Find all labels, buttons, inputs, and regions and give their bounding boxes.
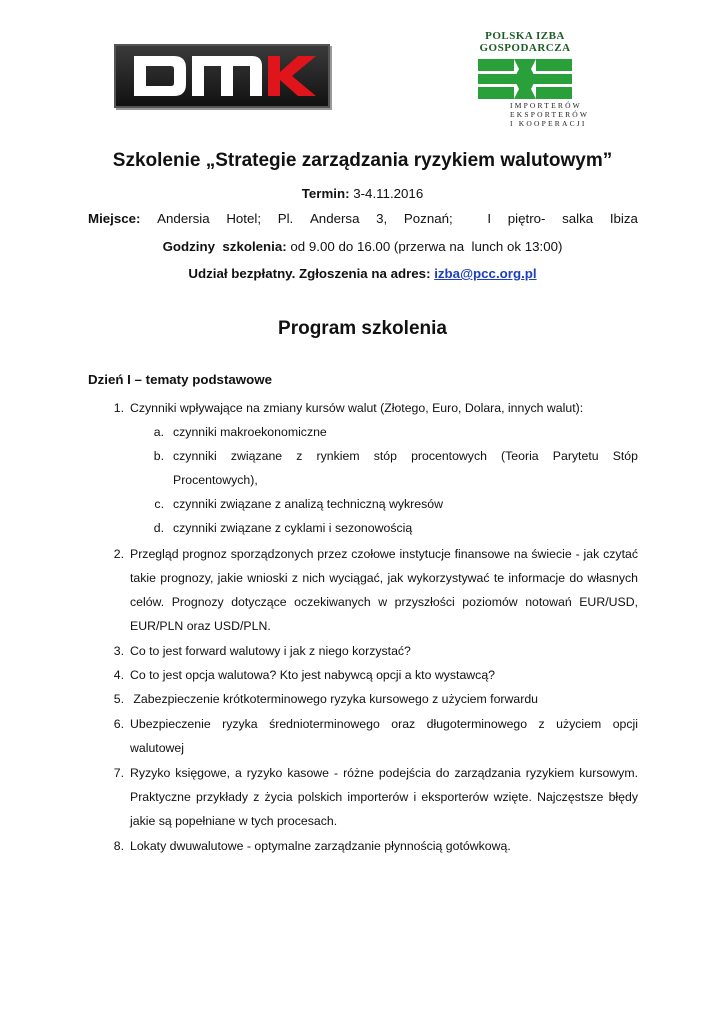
sub-item-letter: b. [153, 449, 164, 463]
miejsce-part: salka [562, 211, 594, 226]
list-item-number: 2. [113, 547, 124, 561]
email-link[interactable]: izba@pcc.org.pl [434, 266, 537, 281]
miejsce-part: Hotel; [226, 211, 262, 226]
sub-item-text: Procentowych), [173, 473, 258, 487]
pig-logo-subtitle [510, 101, 589, 128]
pig-emblem-icon [470, 57, 580, 101]
sub-item-text: czynniki związane z analizą techniczną wykresów [173, 497, 443, 511]
list-item-text: Zabezpieczenie krótkoterminowego ryzyka kursowego z użyciem forwardu [130, 692, 539, 706]
termin-value: 3-4.11.2016 [353, 186, 424, 201]
godziny-line [0, 239, 725, 254]
miejsce-label: Miejsce: [88, 211, 141, 226]
list-item-number: 3. [113, 644, 124, 658]
miejsce-part: Andersa [309, 211, 360, 226]
list-item-text: Ubezpieczenie ryzyka średnioterminowego oraz długoterminowego z użyciem opcji [130, 717, 638, 731]
list-item-text: Co to jest opcja walutowa? Kto jest nabywcą opcji a kto wystawcą? [130, 668, 495, 682]
pig-logo-line1: POLSKA IZBA [485, 30, 565, 42]
day1-heading: Dzień I – tematy podstawowe [88, 372, 272, 387]
miejsce-part: 3, [376, 211, 388, 226]
pig-sub-line1: IMPORTERÓW [510, 101, 582, 110]
sub-item-text: czynniki związane z rynkiem stóp procentowych (Teoria Parytetu Stóp [173, 449, 638, 463]
sub-item-letter: d. [153, 521, 164, 535]
miejsce-part: Pl. [277, 211, 294, 226]
training-title: Szkolenie „Strategie zarządzania ryzykiem walutowym” [112, 150, 613, 171]
dmk-logo [114, 44, 330, 108]
list-item-text: celów. Prognozy dotyczące oczekiwanych w przyszłości poziomów notowań EUR/USD, [130, 595, 638, 609]
sub-item-letter: a. [153, 425, 164, 439]
udzial-line [0, 266, 725, 281]
list-item-number: 4. [113, 668, 124, 682]
pig-sub-line3: I KOOPERACJI [510, 119, 587, 128]
termin-label: Termin: [301, 186, 350, 201]
miejsce-part: I [487, 211, 492, 226]
list-item-text: Przegląd prognoz sporządzonych przez czołowe instytucje finansowe na świecie - jak czytać [130, 547, 638, 561]
godziny-label: Godziny szkolenia: [162, 239, 287, 254]
list-item-text: jakie są popełniane w tych procesach. [130, 814, 338, 828]
godziny-value: od 9.00 do 16.00 (przerwa na lunch ok 13:00) [286, 239, 563, 254]
list-item-text: Ryzyko księgowe, a ryzyko kasowe - różne podejścia do zarządzania ryzykiem kursowym. [130, 766, 638, 780]
pig-logo-line2: GOSPODARCZA [479, 42, 571, 54]
list-item-text: takie prognozy, jakie wnioski z nich wyciągać, jak wykorzystywać te informacje do własnych [130, 571, 638, 585]
pig-sub-line2: EKSPORTERÓW [510, 110, 590, 119]
list-item-number: 7. [113, 766, 124, 780]
list-item-text: EUR/PLN oraz USD/PLN. [130, 619, 271, 633]
program-title: Program szkolenia [278, 318, 447, 339]
list-item-number: 6. [113, 717, 124, 731]
list-item-text: Czynniki wpływające na zmiany kursów walut (Złotego, Euro, Dolara, innych walut): [130, 401, 584, 415]
list-item-number: 1. [113, 401, 124, 415]
udzial-text: Udział bezpłatny. Zgłoszenia na adres: [188, 266, 435, 281]
sub-item-letter: c. [154, 497, 164, 511]
sub-item-text: czynniki związane z cyklami i sezonowością [173, 521, 413, 535]
list-item-text: Co to jest forward walutowy i jak z niego korzystać? [130, 644, 411, 658]
miejsce-part: Andersia [157, 211, 210, 226]
termin-line [0, 186, 725, 201]
miejsce-line [88, 211, 638, 226]
list-item-text: walutowej [130, 741, 184, 755]
list-item-text: Lokaty dwuwalutowe - optymalne zarządzanie płynnością gotówkową. [130, 839, 511, 853]
sub-item-text: czynniki makroekonomiczne [173, 425, 327, 439]
list-item-number: 8. [113, 839, 124, 853]
miejsce-part: Poznań; [403, 211, 453, 226]
list-item-number: 5. [113, 692, 124, 706]
dmk-logo-graphic [116, 46, 328, 106]
miejsce-part: piętro- [507, 211, 546, 226]
pig-logo [470, 30, 590, 134]
miejsce-part: Ibiza [609, 211, 638, 226]
list-item-text: Praktyczne przykłady z życia polskich importerów i eksporterów wzięte. Najczęstsze błędy [130, 790, 638, 804]
